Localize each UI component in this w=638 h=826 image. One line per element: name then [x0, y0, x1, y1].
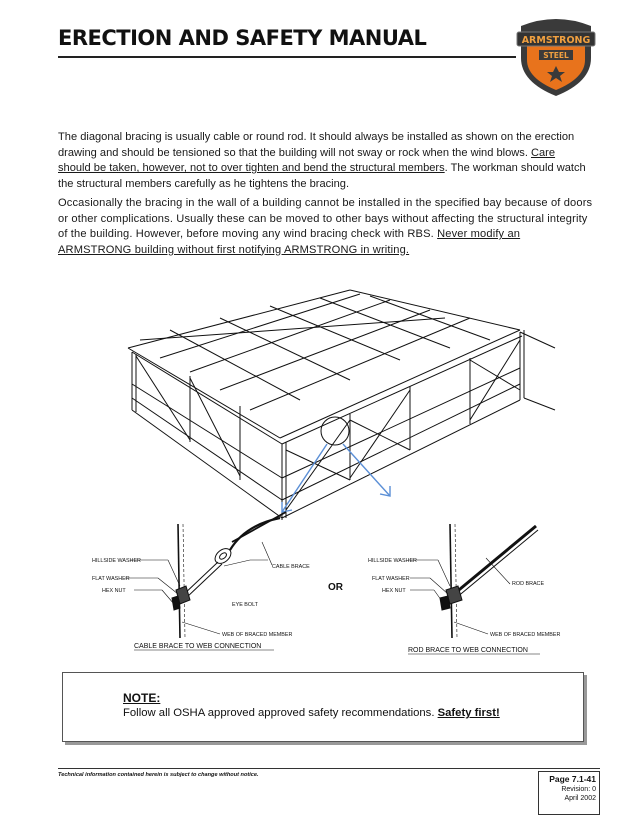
revision-label: Revision: 0: [561, 786, 596, 793]
or-label: OR: [328, 582, 343, 593]
safety-first-emphasis: Safety first!: [437, 707, 500, 719]
revision-date: April 2002: [564, 795, 596, 802]
rod-brace-label: ROD BRACE: [512, 581, 545, 587]
page-number: Page 7.1-41: [549, 774, 596, 784]
footer-disclaimer: Technical information contained herein is subject to change without notice.: [58, 772, 259, 778]
bracing-paragraph: The diagonal bracing is usually cable or round rod. It should always be installed as shown on the erection drawing and should be tensioned so that the building will not sway or rock when the wind blows. Care should be taken, however, not to over tighten and bend the structural members. The workman should watch the structural members carefully as he tightens the bracing.: [58, 131, 586, 190]
title-divider: [58, 56, 516, 58]
cable-brace-detail: [125, 512, 286, 638]
care-warning: Care should be taken, however, not to over tighten and bend the structural members: [58, 146, 556, 174]
relocation-paragraph: Occasionally the bracing in the wall of a building cannot be installed in the specified bay because of doors or other complications. Usually these can be moved to other bays without affecting the structural integrity of the building. However, before moving any wind bracing check with RBS. Never modify an ARMSTRONG building without first notifying ARMSTRONG in writing.: [58, 197, 593, 256]
left-hex-nut-label: HEX NUT: [102, 588, 126, 594]
note-heading: NOTE:: [123, 691, 161, 705]
right-hex-nut-label: HEX NUT: [382, 588, 406, 594]
armstrong-steel-logo: [513, 14, 599, 98]
eye-bolt-label: EYE BOLT: [232, 602, 258, 608]
right-flat-washer-label: FLAT WASHER: [372, 576, 410, 582]
note-text: Follow all OSHA approved approved safety recommendations. Safety first!: [123, 707, 500, 719]
page-info-box: [538, 771, 600, 815]
logo-text-armstrong: ARMSTRONG: [521, 35, 591, 46]
logo-text-steel: STEEL: [543, 51, 569, 60]
building-frame: [128, 290, 555, 520]
left-web-label: WEB OF BRACED MEMBER: [222, 632, 293, 638]
bracing-diagram: [50, 260, 610, 660]
rod-brace-caption: ROD BRACE TO WEB CONNECTION: [408, 647, 528, 654]
modify-warning: Never modify an ARMSTRONG building without first notifying ARMSTRONG in writing.: [58, 228, 521, 256]
right-hillside-washer-label: HILLSIDE WASHER: [368, 558, 417, 564]
left-flat-washer-label: FLAT WASHER: [92, 576, 130, 582]
left-hillside-washer-label: HILLSIDE WASHER: [92, 558, 141, 564]
cable-brace-caption: CABLE BRACE TO WEB CONNECTION: [134, 643, 262, 650]
right-web-label: WEB OF BRACED MEMBER: [490, 632, 561, 638]
page-title: ERECTION AND SAFETY MANUAL: [58, 26, 427, 50]
footer-divider: [58, 768, 600, 769]
cable-brace-label: CABLE BRACE: [272, 564, 310, 570]
detail-arrows: [282, 444, 390, 512]
safety-note-box: [62, 672, 584, 742]
